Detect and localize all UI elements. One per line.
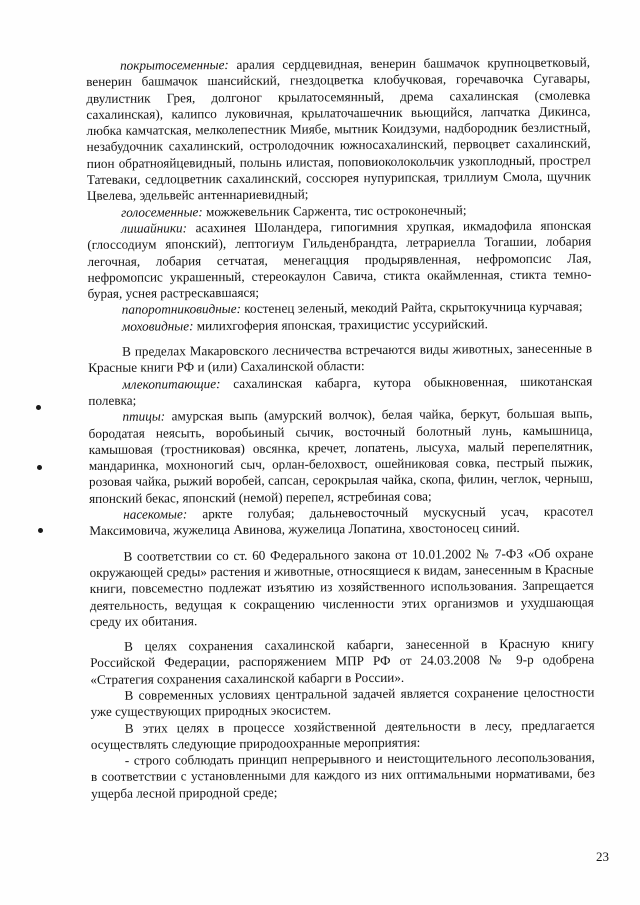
paragraph-mammals: [88, 373, 592, 409]
paragraph-text: аркте голубая; дальневосточный мускусный усач, красотел Максимовича, жужелица Авинова, жужелица Лопатина, хвостоносец синий.: [89, 503, 594, 539]
paragraph-text: амурская выпь (амурский волчок), белая чайка, беркут, большая выпь, бородатая неясыть, воробьиный сычик, восточный болотный лунь, камышница, камышовая (тростниковая) овсянка, кречет, лопатень, лысуха, малый перепелятник, мандаринка, мохноногий сыч, орлан-белохвост, ошейниковая совка, пестрый пыжик, розовая чайка, рыжий воробей, сапсан, серокрылая чайка, скопа, филин, чеглок, черныш, японский бекас, японский (немой) перепел, ястребиная сова;: [88, 405, 593, 506]
category-label: лишайники:: [121, 220, 188, 236]
category-label: насекомые:: [123, 506, 188, 522]
paragraph-birds: [88, 406, 593, 507]
category-label: птицы:: [122, 408, 166, 424]
paragraph-text: асахинея Шоландера, гипогимния хрупкая, икмадофила японская (глоссодиум японский), лептогиум Гильденбрандта, летрариелла Тогашии, лобария легочная, лобария сетчатая, менегацция продырявленная, нефромопсис Лая, нефромопсис украшенный, стереокаулон Савича, стикта окаймленная, стикта темно-бурая, уснея растрескавшаяся;: [87, 217, 592, 302]
paragraph-angiosperms: [86, 54, 591, 204]
binder-hole-mark: [36, 405, 41, 410]
paragraph-text: костенец зеленый, мекодий Райта, скрытокучница курчавая;: [240, 298, 583, 317]
page-body: [86, 54, 595, 802]
paragraph-insects: [89, 503, 593, 539]
paragraph-strategy: В целях сохранения сахалинской кабарги, занесенной в Красную книгу Российской Федерации, распоряжением МПР РФ от 24.03.2008 № 9-р одобрена «Стратегия сохранения сахалинской кабарги в России».: [90, 635, 595, 687]
category-label: папоротниковидные:: [121, 301, 242, 318]
paragraph-text: аралия сердцевидная, венерин башмачок крупноцветковый, венерин башмачок шансийский, гнездоцветка клобучковая, горечавочка Сугавары, двулистник Грея, долгоног крылатосемянный, дрема сахалинская (смолевка сахалинская), калипсо луковичная, крылаточашечник вьющийся, лапчатка Дикинса, любка камчатская, мелколепестник Миябе, мытник Коидзуми, надбородник безлистный, незабудочник сахалинский, остролодочник южносахалинский, первоцвет сахалинский, пион обратнояйцевидный, полынь илистая, поповиоколокольчик узкоплодный, прострел Татеваки, седлоцветник сахалинский, соссюрея нупурипская, триллиум Смола, щучник Цвелева, эдельвейс антеннариевидный;: [86, 54, 591, 204]
binder-hole-mark: [38, 528, 43, 533]
category-label: млекопитающие:: [122, 375, 221, 392]
paragraph-animals-intro: В пределах Макаровского лесничества встречаются виды животных, занесенные в Красные книги РФ и (или) Сахалинской области:: [88, 340, 593, 376]
paragraph-law: В соответствии со ст. 60 Федерального закона от 10.01.2002 № 7-ФЗ «Об охране окружающей среды» растения и животные, относящиеся к видам, занесенным в Красные книги, повсеместно подлежат изъятию из хозяйственного использования. Запрещается деятельность, ведущая к сокращению численности этих организмов и ухудшающая среду их обитания.: [89, 545, 594, 629]
paragraph-ecosystems: В современных условиях центральной задачей является сохранение целостности уже существующих природных экосистем.: [90, 684, 595, 720]
binder-hole-mark: [37, 465, 42, 470]
paragraph-lichens: [87, 217, 592, 302]
paragraph-text: сахалинская кабарга, кутора обыкновенная, шикотанская полевка;: [88, 373, 593, 408]
category-label: моховидные:: [121, 318, 194, 334]
paragraph-measures-intro: В этих целях в процессе хозяйственной деятельности в лесу, предлагается осуществлять следующие природоохранные мероприятия:: [90, 717, 595, 752]
category-label: голосеменные:: [121, 203, 203, 220]
page-number: 23: [596, 849, 609, 864]
category-label: покрытосеменные:: [119, 57, 229, 73]
paragraph-measure-1: - строго соблюдать принцип непрерывного и неистощительного лесопользования, в соответствии с установленными для каждого из них оптимальными нормативами, без ущерба лесной природной среде;: [90, 749, 596, 801]
paragraph-text: можжевельник Саржента, тис остроконечный;: [202, 202, 467, 219]
paragraph-mosses: [88, 315, 592, 335]
paragraph-text: милихгоферия японская, трахицистис уссурийский.: [193, 315, 488, 334]
